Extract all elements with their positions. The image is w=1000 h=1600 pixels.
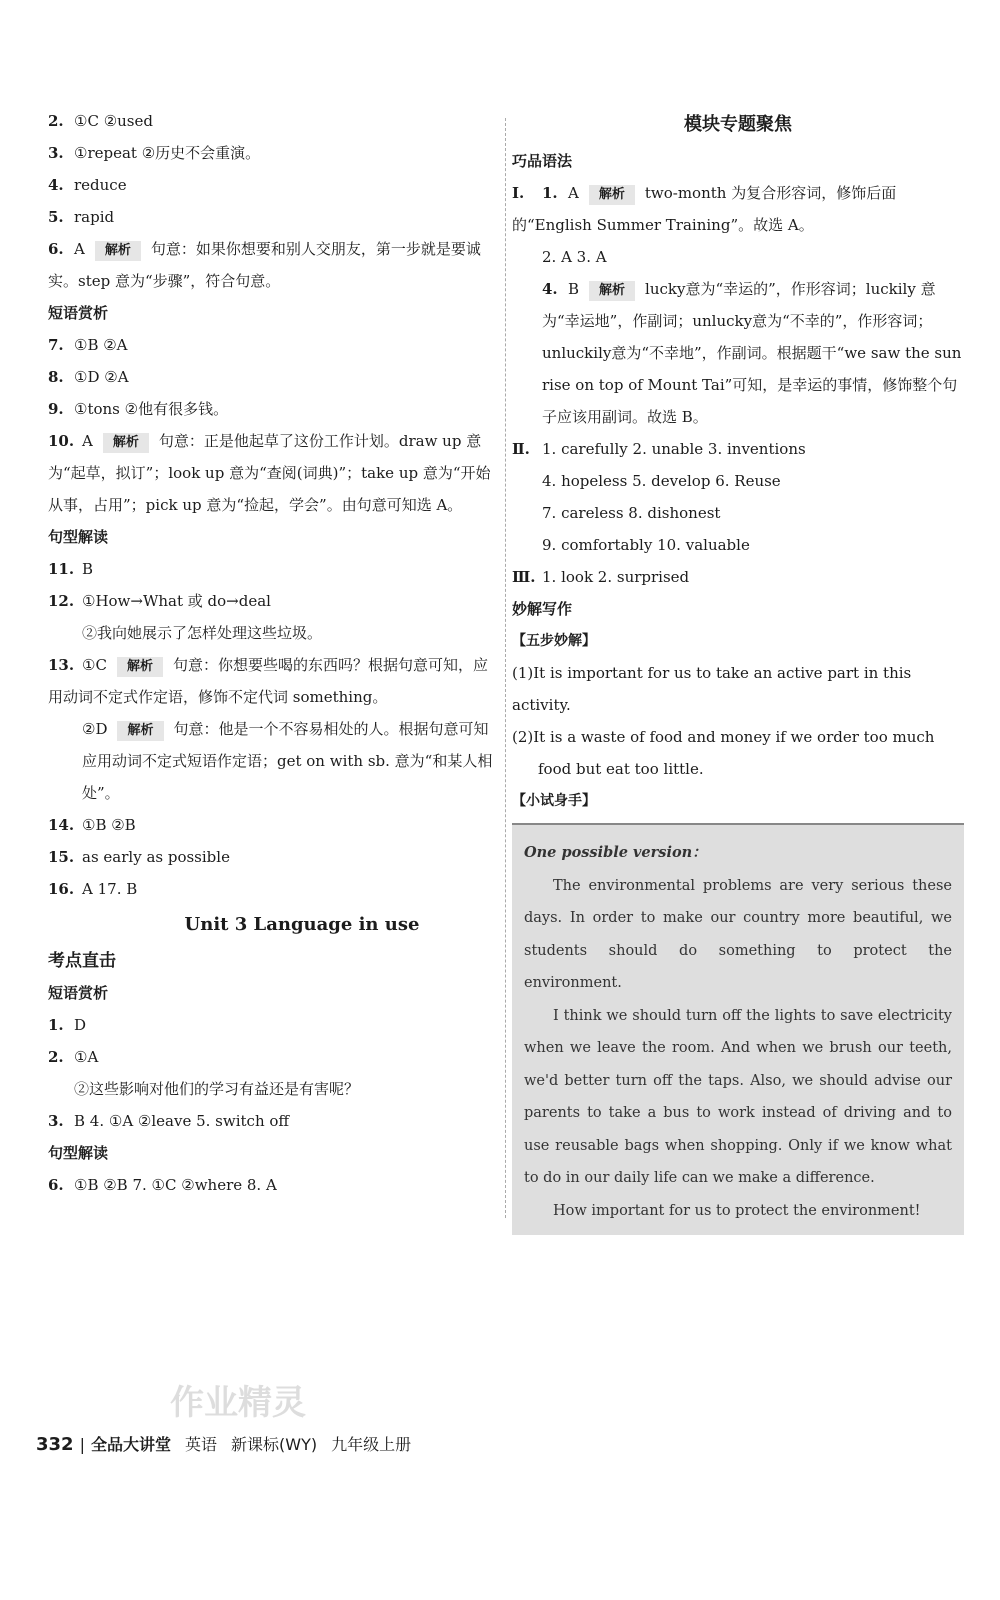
page-footer [36, 1432, 411, 1455]
section-heading: 巧品语法 [512, 152, 573, 170]
part-ii-row: 7. careless 8. dishonest [542, 504, 721, 522]
analysis-tag: 解析 [117, 657, 163, 677]
answer-3: 3. ①repeat ②历史不会重演。 [48, 144, 261, 162]
try-heading: 【小试身手】 [512, 793, 596, 809]
unit-answer-3: 3. B 4. ①A ②leave 5. switch off [48, 1112, 290, 1130]
section-heading: 考点直击 [48, 951, 116, 971]
brand-name: 全品大讲堂 [90, 1435, 171, 1454]
column-divider [505, 118, 506, 1218]
grammar-answer-2-3: 2. A 3. A [542, 248, 607, 266]
section-heading: 妙解写作 [512, 600, 573, 618]
subject: 英语 [184, 1435, 217, 1454]
section-heading: 短语赏析 [48, 984, 109, 1002]
answer-15: 15. as early as possible [48, 848, 230, 866]
answer-12-sub: ②我向她展示了怎样处理这些垃圾。 [82, 624, 323, 642]
answer-2: 2. ①C ②used [48, 112, 153, 130]
analysis-tag: 解析 [103, 433, 149, 453]
answer-12: 12. ①How→What 或 do→deal [48, 592, 271, 610]
watermark: 作业精灵 [170, 1383, 306, 1423]
unit-answer-2: 2. ①A [48, 1048, 99, 1066]
analysis-tag: 解析 [589, 185, 635, 205]
analysis-tag: 解析 [589, 281, 635, 301]
left-column [48, 105, 496, 1201]
section-heading: 句型解读 [48, 528, 109, 546]
analysis-tag: 解析 [117, 721, 163, 741]
essay-lead: One possible version： [524, 844, 707, 861]
answer-8: 8. ①D ②A [48, 368, 129, 386]
page-number: 332 [36, 1434, 74, 1455]
part-iii-row: Ⅲ. 1. look 2. surprised [512, 568, 690, 586]
footer-divider: | [79, 1435, 85, 1454]
answer-4: 4. reduce [48, 176, 127, 194]
edition: 新课标(WY) [231, 1435, 318, 1454]
section-heading: 句型解读 [48, 1144, 109, 1162]
unit-answer-6: 6. ①B ②B 7. ①C ②where 8. A [48, 1176, 277, 1194]
answer-16: 16. A 17. B [48, 880, 138, 898]
step-sentence-1: (1)It is important for us to take an active part in this activity. [512, 664, 912, 714]
unit-title: Unit 3 Language in use [184, 914, 420, 935]
answer-11: 11. B [48, 560, 94, 578]
analysis-tag: 解析 [95, 241, 141, 261]
grammar-answer-1: Ⅰ. 1. A 解析 two-month 为复合形容词，修饰后面的“English Summer Training”。故选 A。 [512, 184, 897, 234]
module-title: 模块专题聚焦 [684, 114, 792, 135]
answer-10: 10. A 解析 句意：正是他起草了这份工作计划。draw up 意为“起草，拟订”；look up 意为“查阅(词典)”；take up 意为“开始从事，占用”；pick up 意为“捡起，学会”。由句意可知选 A。 [48, 432, 491, 514]
unit-answer-2-sub: ②这些影响对他们的学习有益还是有害呢？ [74, 1080, 360, 1098]
answer-14: 14. ①B ②B [48, 816, 136, 834]
part-ii-row: 9. comfortably 10. valuable [542, 536, 750, 554]
answer-6: 6. A 解析 句意：如果你想要和别人交朋友，第一步就是要诚实。step 意为“步骤”，符合句意。 [48, 240, 481, 290]
answer-13: 13. ①C 解析 句意：你想要些喝的东西吗？根据句意可知，应用动词不定式作定语，修饰不定代词 something。 [48, 656, 488, 706]
part-ii-row: 4. hopeless 5. develop 6. Reuse [542, 472, 781, 490]
essay-paragraph: I think we should turn off the lights to save electricity when we leave the room. And when we brush our teeth, we'd better turn off the taps. Also, we should advise our parents to take a bus to work instead of driving and to use reusable bags when shopping. Only if we know what to do in our daily life can we make a difference. [524, 1007, 952, 1186]
step-sentence-2: (2)It is a waste of food and money if we order too much food but eat too little. [512, 728, 935, 778]
essay-paragraph: The environmental problems are very serious these days. In order to make our country more beautiful, we students should do something to protect the environment. [524, 877, 952, 991]
unit-answer-1: 1. D [48, 1016, 87, 1034]
grammar-answer-4: 4. B 解析 lucky意为“幸运的”，作形容词；luckily 意为“幸运地”，作副词；unlucky意为“不幸的”，作形容词；unluckily意为“不幸地”，作副词。根据题干“we saw the sun rise on top of Mount Tai”可知，是幸运的事情，修饰整个句子应该用副词。故选 B。 [542, 280, 962, 426]
right-column [512, 105, 964, 1235]
essay-paragraph: How important for us to protect the environment! [553, 1202, 921, 1219]
answer-5: 5. rapid [48, 208, 115, 226]
section-heading: 短语赏析 [48, 304, 109, 322]
steps-heading: 【五步妙解】 [512, 633, 596, 649]
sample-essay [512, 823, 964, 1235]
grade: 九年级上册 [331, 1435, 412, 1454]
part-ii-row: Ⅱ. 1. carefully 2. unable 3. inventions [512, 440, 806, 458]
answer-7: 7. ①B ②A [48, 336, 128, 354]
answer-9: 9. ①tons ②他有很多钱。 [48, 400, 229, 418]
answer-13-sub: ②D 解析 句意：他是一个不容易相处的人。根据句意可知应用动词不定式短语作定语；get on with sb. 意为“和某人相处”。 [82, 720, 493, 802]
